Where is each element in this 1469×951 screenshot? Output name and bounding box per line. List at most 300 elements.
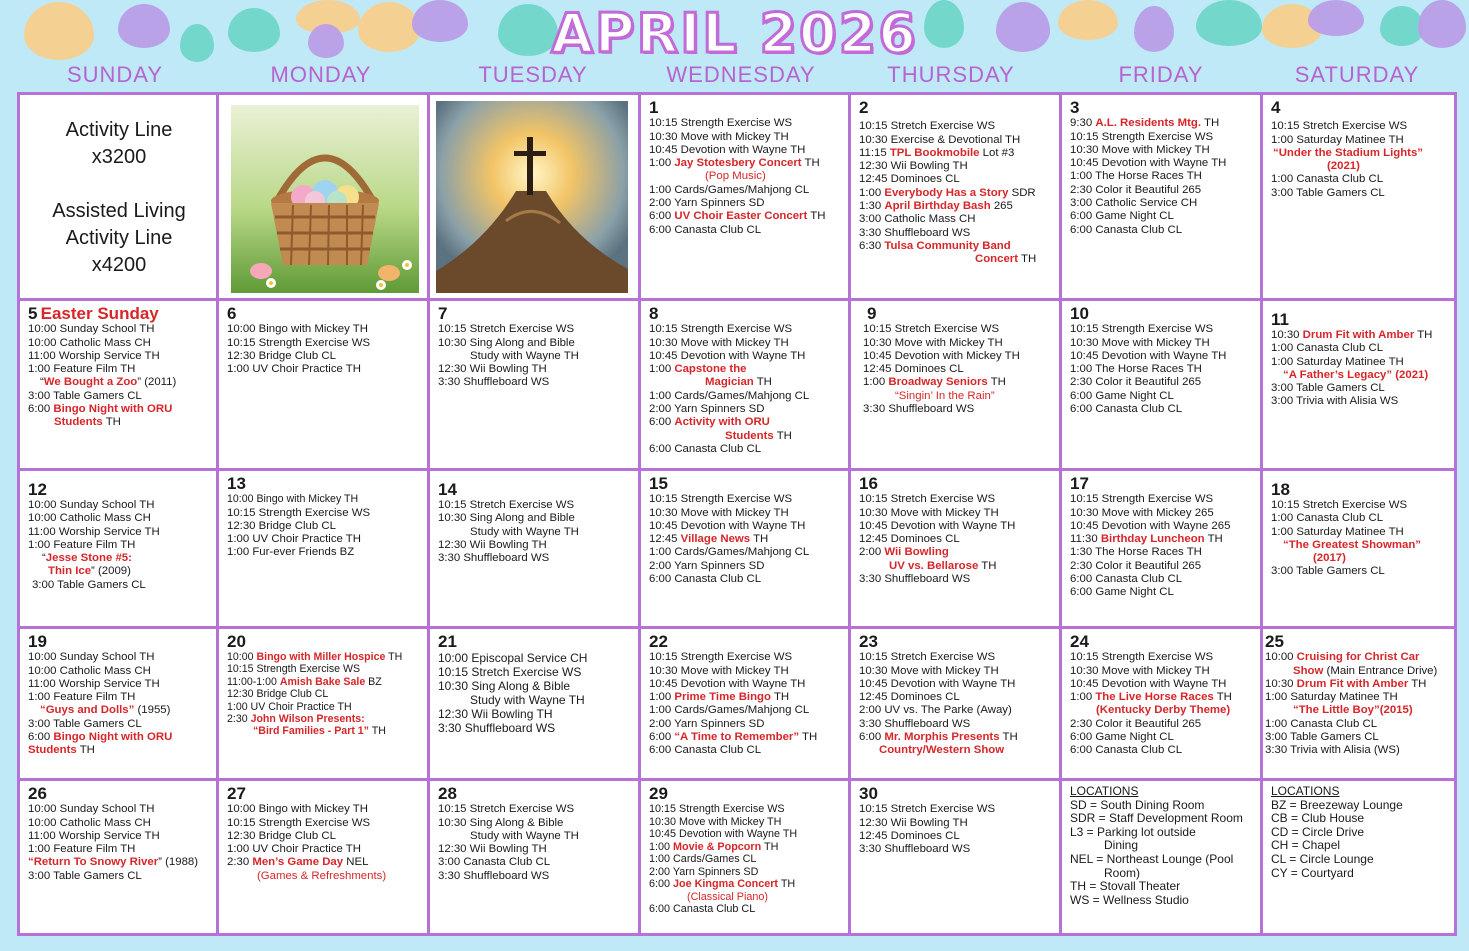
image-cell-basket: [219, 95, 430, 301]
calendar-grid: [17, 92, 1457, 936]
event-highlight: Show: [1293, 664, 1324, 677]
event-line: 10:15 Stretch Exercise WS: [1271, 499, 1408, 511]
event-line: 10:30 Move with Mickey TH: [1070, 336, 1210, 349]
event-highlight: Bingo Night with ORU: [53, 403, 173, 416]
event-line: 12:45 Dominoes CL: [859, 829, 960, 842]
event-line: 1:00 UV Choir Practice TH: [227, 700, 352, 713]
event-time: 10:30: [1265, 677, 1297, 690]
event-line: 10:45 Devotion with Wayne TH: [649, 143, 806, 156]
weekday-friday: FRIDAY: [1118, 62, 1204, 87]
day-cell-10: [1062, 301, 1263, 471]
event-location: SDR: [1008, 186, 1036, 199]
day-cell-7: [430, 301, 641, 471]
event-time: 6:00: [28, 731, 54, 744]
event-highlight: Wii Bowling: [884, 546, 949, 559]
event-line: 10:15 Stretch Exercise WS: [438, 803, 575, 816]
event-line: 6:00 Canasta Club CL: [1070, 573, 1183, 586]
event-highlight: Amish Bake Sale: [279, 675, 366, 688]
event-highlight: Village News: [680, 533, 751, 546]
event-highlight: A.L. Residents Mtg.: [1095, 117, 1202, 130]
event-line: 10:30 Move with Mickey TH: [1070, 664, 1210, 677]
day-number: 26: [28, 784, 47, 803]
event-line: 10:15 Strength Exercise WS: [227, 506, 371, 519]
event-line: 3:00 Canasta Club CL: [438, 856, 551, 869]
day-cell-30: [851, 781, 1062, 933]
day-cell-8: [641, 301, 851, 471]
day-cell-13: [219, 471, 430, 629]
event-highlight: Capstone the: [674, 363, 747, 376]
event-location: 265: [990, 200, 1013, 213]
info-line: Activity Line: [65, 119, 173, 141]
event-line: 12:30 Bridge Club CL: [227, 349, 336, 362]
event-line: 10:00 Sunday School TH: [28, 803, 155, 816]
event-line: [1070, 691, 1254, 704]
event-line: 10:30 Sing Along & Bible: [438, 679, 571, 693]
event-time: 1:00: [1070, 691, 1096, 704]
event-line: [28, 856, 210, 869]
day-number: 23: [859, 632, 878, 651]
legend-item: Room): [1104, 865, 1141, 880]
event-line: [28, 416, 210, 429]
event-line: 10:15 Stretch Exercise WS: [438, 323, 575, 336]
event-line: [649, 691, 842, 704]
event-line: 1:00 Saturday Matinee TH: [1271, 525, 1404, 538]
day-number: 30: [859, 784, 878, 803]
legend-item: CH = Chapel: [1271, 838, 1341, 853]
event-line: 10:15 Strength Exercise WS: [649, 803, 785, 815]
legend-item: WS = Wellness Studio: [1070, 892, 1189, 907]
locations-legend-1: [1062, 781, 1263, 933]
event-line: 10:00 Sunday School TH: [28, 499, 155, 511]
event-line: 1:00 Saturday Matinee TH: [1271, 133, 1404, 146]
day-number: 18: [1271, 480, 1290, 499]
event-highlight: Activity with ORU: [674, 416, 770, 429]
event-line: 10:30 Sing Along & Bible: [438, 816, 564, 829]
legend-item: CY = Courtyard: [1271, 865, 1354, 880]
event-location: NEL: [343, 856, 369, 869]
event-location: TH: [753, 376, 772, 389]
easter-basket-image: [231, 105, 419, 293]
event-highlight: Cruising for Christ Car: [1296, 651, 1420, 664]
event-line: 10:45 Devotion with Wayne TH: [1070, 349, 1227, 362]
event-line: [227, 676, 421, 688]
event-line: 6:00 Game Night CL: [1070, 389, 1174, 402]
day-number: 29: [649, 784, 668, 803]
event-line: 10:30 Move with Mickey TH: [649, 815, 782, 828]
event-line: [28, 565, 210, 578]
event-highlight: Mr. Morphis Presents: [884, 731, 1000, 744]
event-location: TH: [801, 157, 820, 170]
event-highlight: Joe Kingma Concert: [673, 878, 779, 890]
event-line: 1:00 Cards/Games CL: [649, 853, 757, 865]
event-time: 11:00-1:00: [227, 675, 280, 688]
event-line: 10:30 Move with Mickey TH: [859, 506, 999, 519]
event-line: 10:45 Devotion with Mickey TH: [863, 349, 1020, 362]
event-highlight: UV Choir Easter Concert: [674, 210, 808, 223]
event-line: [28, 376, 210, 389]
event-location: TH: [778, 878, 796, 890]
activity-line-info: [20, 95, 219, 301]
event-line: 12:30 Wii Bowling TH: [859, 160, 968, 173]
event-highlight: “The Greatest Showman”: [1283, 538, 1421, 551]
event-line: 10:15 Strength Exercise WS: [1070, 651, 1214, 664]
legend-item: L3 = Parking lot outside: [1070, 824, 1196, 839]
event-line: [1271, 329, 1448, 342]
day-cell-22: [641, 629, 851, 781]
day-header: [28, 305, 210, 323]
day-number: 16: [859, 474, 878, 493]
event-line: 6:00 Game Night CL: [1070, 210, 1174, 223]
event-line: 12:30 Bridge Club CL: [227, 688, 329, 701]
event-line: 6:00 Canasta Club CL: [1070, 403, 1183, 416]
event-location: TH: [773, 429, 792, 442]
event-line: 1:00 The Horse Races TH: [1070, 363, 1202, 376]
day-cell-28: [430, 781, 641, 933]
event-highlight: (2021): [1327, 160, 1360, 173]
event-highlight: “A Time to Remember”: [674, 731, 800, 744]
event-line: 10:45 Devotion with Wayne TH: [649, 519, 806, 532]
event-line: 12:30 Wii Bowling TH: [438, 843, 547, 856]
day-number: 6: [227, 304, 237, 323]
day-cell-18: [1263, 471, 1454, 629]
day-cell-20: [219, 629, 430, 781]
event-location: TH: [761, 840, 779, 853]
event-highlight: “The Little Boy”(2015): [1293, 704, 1413, 717]
event-line: [1070, 533, 1254, 546]
event-line: 1:30 The Horse Races TH: [1070, 546, 1202, 559]
event-year: ” (2009): [91, 565, 131, 578]
event-line: 10:15 Strength Exercise WS: [649, 493, 793, 506]
event-location: TH: [807, 210, 826, 223]
event-line: 2:30 Color it Beautiful 265: [1070, 559, 1202, 572]
event-line: 10:15 Strength Exercise WS: [227, 663, 361, 676]
event-line: [859, 147, 1053, 160]
event-location: TH: [799, 731, 818, 744]
event-time: 6:00: [649, 210, 675, 223]
event-highlight: “Under the Stadium Lights”: [1273, 146, 1423, 159]
event-line: 12:30 Wii Bowling TH: [438, 707, 553, 721]
day-cell-14: [430, 471, 641, 629]
event-note: (Pop Music): [705, 170, 766, 183]
event-location: TH: [1204, 533, 1223, 546]
day-number: 9: [867, 304, 877, 323]
day-number: 3: [1070, 98, 1080, 117]
event-quote: “: [42, 552, 46, 565]
event-line: 10:30 Move with Mickey TH: [1070, 143, 1210, 156]
event-line: 3:30 Shuffleboard WS: [438, 869, 550, 882]
event-line: 10:15 Stretch Exercise WS: [438, 499, 575, 511]
event-line: [1265, 651, 1448, 664]
event-line: 11:00 Worship Service TH: [28, 525, 160, 538]
event-line: 12:45 Dominoes CL: [859, 691, 960, 704]
day-number: 27: [227, 784, 246, 803]
event-time: 1:00: [863, 376, 889, 389]
day-cell-6: [219, 301, 430, 471]
event-line: 10:00 Bingo with Mickey TH: [227, 803, 368, 816]
image-cell-cross: [430, 95, 641, 301]
event-location: TH: [987, 376, 1006, 389]
event-line: 10:30 Sing Along and Bible: [438, 336, 575, 349]
event-line: 11:00 Worship Service TH: [28, 829, 160, 842]
event-line: 10:15 Stretch Exercise WS: [863, 323, 1000, 336]
event-line: 3:00 Table Gamers CL: [1271, 382, 1385, 395]
event-time: 1:30: [859, 200, 885, 213]
event-line: [859, 546, 1053, 559]
event-line: [1070, 117, 1254, 130]
event-line: [649, 878, 842, 891]
event-highlight: Everybody Has a Story: [884, 186, 1009, 199]
event-line: 10:30 Sing Along and Bible: [438, 512, 575, 525]
event-highlight: We Bought a Zoo: [43, 376, 138, 389]
event-line: 1:00 Feature Film TH: [28, 691, 136, 704]
event-line: 2:00 Yarn Spinners SD: [649, 403, 765, 416]
event-line: 2:30 Color it Beautiful 265: [1070, 717, 1202, 730]
event-line: 10:30 Move with Mickey TH: [649, 664, 789, 677]
event-line: 3:30 Shuffleboard WS: [438, 376, 550, 389]
day-cell-29: [641, 781, 851, 933]
weekday-monday: MONDAY: [270, 62, 372, 87]
event-line: 6:00 Canasta Club CL: [1070, 223, 1183, 236]
legend-title: LOCATIONS: [1271, 784, 1340, 798]
day-number: 28: [438, 784, 457, 803]
event-location: TH: [1201, 117, 1220, 130]
event-line: [649, 731, 842, 744]
weekday-wednesday: WEDNESDAY: [666, 62, 816, 87]
event-year: (1955): [134, 704, 171, 717]
event-line: 12:45 Dominoes CL: [863, 363, 964, 376]
event-line: 10:45 Devotion with Wayne TH: [1070, 157, 1227, 170]
event-time: 10:00: [1265, 651, 1297, 664]
event-line: 3:30 Trivia with Alisia (WS): [1265, 744, 1400, 757]
event-line: [227, 651, 421, 663]
event-line: 6:00 Canasta Club CL: [649, 903, 756, 915]
event-time: 6:00: [649, 878, 674, 890]
event-time: 9:30: [1070, 117, 1096, 130]
legend-item: BZ = Breezeway Lounge: [1271, 797, 1403, 812]
event-time: 6:00: [649, 731, 675, 744]
event-line: 6:00 Canasta Club CL: [649, 442, 762, 455]
event-highlight: Men’s Game Day: [252, 856, 344, 869]
weekday-saturday: SATURDAY: [1294, 62, 1420, 87]
event-line: 10:30 Move with Mickey TH: [649, 506, 789, 519]
event-highlight: The Live Horse Races: [1095, 691, 1214, 704]
day-cell-1: [641, 95, 851, 301]
day-number: 17: [1070, 474, 1089, 493]
day-cell-3: [1062, 95, 1263, 301]
event-line: 10:30 Move with Mickey TH: [863, 336, 1003, 349]
day-cell-16: [851, 471, 1062, 629]
event-line: 1:00 UV Choir Practice TH: [227, 363, 361, 376]
day-cell-5: [20, 301, 219, 471]
event-line: 10:30 Move with Mickey TH: [859, 664, 999, 677]
legend-item: CD = Circle Drive: [1271, 824, 1365, 839]
locations-legend-2: [1263, 781, 1454, 933]
day-cell-12: [20, 471, 219, 629]
event-line: 2:00 Yarn Spinners SD: [649, 559, 765, 572]
event-time: 1:00: [649, 840, 674, 853]
event-line: [859, 731, 1053, 744]
event-highlight: Broadway Seniors: [888, 376, 988, 389]
event-time: 11:15: [859, 146, 890, 159]
event-line: 10:15 Strength Exercise WS: [649, 651, 793, 664]
event-line: [649, 363, 842, 376]
event-line: [227, 856, 421, 869]
day-number: 25: [1265, 632, 1284, 651]
event-line: 3:30 Shuffleboard WS: [859, 573, 971, 586]
event-highlight: Concert: [975, 253, 1019, 266]
event-line: 1:00 Canasta Club CL: [1271, 512, 1384, 525]
event-line: 1:00 Cards/Games/Mahjong CL: [649, 546, 810, 559]
event-line: 10:15 Strength Exercise WS: [227, 336, 371, 349]
event-line: 10:30 Move with Mickey TH: [649, 130, 789, 143]
event-line: 11:00 Worship Service TH: [28, 677, 160, 690]
event-line: 2:00 Yarn Spinners SD: [649, 865, 759, 878]
event-time: 2:30: [227, 713, 251, 726]
day-cell-24: [1062, 629, 1263, 781]
event-line: 1:00 Saturday Matinee TH: [1271, 355, 1404, 368]
event-line: 10:30 Move with Mickey 265: [1070, 506, 1214, 519]
event-line: [649, 157, 842, 170]
event-highlight: Movie & Popcorn: [673, 840, 762, 853]
event-location: TH: [1213, 691, 1232, 704]
event-year: ” (1988): [158, 856, 199, 869]
event-line: 10:45 Devotion with Wayne TH: [859, 519, 1016, 532]
event-line: 2:00 UV vs. The Parke (Away): [859, 704, 1012, 717]
event-line: [859, 200, 1053, 213]
event-time: 11:30: [1070, 533, 1101, 546]
event-line: [28, 744, 210, 757]
event-line: Study with Wayne TH: [470, 829, 579, 842]
event-line: 2:30 Color it Beautiful 265: [1070, 183, 1202, 196]
event-time: 2:30: [227, 856, 253, 869]
event-line: 6:00 Game Night CL: [1070, 586, 1174, 599]
day-number: 4: [1271, 98, 1281, 117]
calendar-title: APRIL 2026: [551, 2, 918, 65]
event-line: Study with Wayne TH: [470, 693, 585, 707]
event-location: TH: [1408, 677, 1427, 690]
event-line: 3:30 Shuffleboard WS: [859, 717, 971, 730]
event-highlight: “Return To Snowy River: [28, 856, 159, 869]
event-highlight: Jesse Stone #5:: [45, 552, 132, 565]
day-number: 8: [649, 304, 659, 323]
event-highlight: Prime Time Bingo: [674, 691, 771, 704]
event-time: 6:00: [28, 403, 54, 416]
day-cell-9: [851, 301, 1062, 471]
weekday-header: [12, 62, 1457, 90]
event-line: Study with Wayne TH: [470, 349, 579, 362]
event-highlight: Students: [28, 744, 77, 757]
event-line: 1:00 Feature Film TH: [28, 843, 136, 856]
event-line: [859, 253, 1053, 266]
day-number: 1: [649, 98, 659, 117]
event-line: [227, 725, 421, 737]
event-line: 1:00 Cards/Games/Mahjong CL: [649, 389, 810, 402]
day-number: 21: [438, 632, 457, 651]
event-line: 1:00 The Horse Races TH: [1070, 170, 1202, 183]
event-time: 6:00: [859, 731, 885, 744]
event-line: 10:00 Sunday School TH: [28, 651, 155, 664]
day-number: 14: [438, 480, 457, 499]
event-line: [649, 416, 842, 429]
event-line: 10:15 Strength Exercise WS: [649, 117, 793, 130]
event-line: 3:00 Catholic Mass CH: [859, 213, 976, 226]
event-line: [649, 533, 842, 546]
event-note: “Singin’ In the Rain”: [895, 389, 995, 402]
day-number: 7: [438, 304, 448, 323]
event-line: 10:30 Exercise & Devotional TH: [859, 133, 1021, 146]
event-line: [649, 376, 842, 389]
event-line: 1:00 Cards/Games/Mahjong CL: [649, 704, 810, 717]
day-number: 20: [227, 632, 246, 651]
day-number: 15: [649, 474, 668, 493]
day-number: 12: [28, 480, 47, 499]
event-line: 10:45 Devotion with Wayne 265: [1070, 519, 1231, 532]
event-location: Lot #3: [979, 146, 1015, 159]
day-cell-15: [641, 471, 851, 629]
holiday-label: Easter Sunday: [40, 304, 159, 323]
event-line: 6:00 Game Night CL: [1070, 731, 1174, 744]
event-highlight: Magician: [705, 376, 754, 389]
legend-item: CL = Circle Lounge: [1271, 851, 1374, 866]
event-location: TH: [1414, 329, 1433, 341]
legend-item: Dining: [1104, 838, 1139, 853]
event-highlight: John Wilson Presents:: [250, 713, 365, 726]
info-line: x4200: [91, 254, 147, 276]
event-line: [28, 552, 210, 565]
event-highlight: Country/Western Show: [879, 744, 1005, 757]
event-year: ” (2011): [137, 376, 177, 389]
event-line: 6:00 Canasta Club CL: [1070, 744, 1183, 757]
event-highlight: “Bird Families - Part 1”: [253, 725, 369, 738]
event-line: 1:00 UV Choir Practice TH: [227, 843, 361, 856]
event-note: (Games & Refreshments): [257, 869, 387, 882]
legend-item: NEL = Northeast Lounge (Pool: [1070, 851, 1234, 866]
event-time: 1:00: [649, 691, 675, 704]
event-line: 10:45 Devotion with Wayne TH: [859, 677, 1016, 690]
event-time: 12:45: [649, 533, 681, 546]
event-line: 10:45 Devotion with Wayne TH: [649, 828, 798, 840]
event-line: 1:00 Canasta Club CL: [1271, 173, 1384, 186]
event-line: 3:30 Shuffleboard WS: [859, 843, 971, 856]
day-number: 11: [1271, 310, 1289, 329]
event-line: 1:00 Cards/Games/Mahjong CL: [649, 183, 810, 196]
event-line: 6:00 Canasta Club CL: [649, 223, 762, 236]
event-line: 10:00 Catholic Mass CH: [28, 664, 151, 677]
event-time: 6:30: [859, 239, 885, 252]
event-line: 3:30 Shuffleboard WS: [863, 403, 975, 416]
event-time: 6:00: [649, 416, 675, 429]
event-line: [28, 403, 210, 416]
event-line: [649, 210, 842, 223]
event-line: 3:00 Table Gamers CL: [1271, 565, 1385, 578]
event-line: 10:45 Devotion with Wayne TH: [649, 677, 806, 690]
event-line: 12:45 Dominoes CL: [859, 533, 960, 546]
event-line: 1:00 Fur-ever Friends BZ: [227, 546, 355, 559]
weekday-sunday: SUNDAY: [66, 62, 164, 87]
event-location: TH: [1018, 253, 1037, 266]
event-line: [859, 376, 1053, 389]
day-number: 5: [28, 304, 38, 323]
event-location: TH: [999, 731, 1018, 744]
event-line: 10:15 Stretch Exercise WS: [1271, 120, 1408, 133]
event-line: [649, 430, 842, 443]
event-highlight: Students: [54, 416, 103, 429]
event-time: 1:00: [649, 363, 675, 376]
event-location: TH: [76, 744, 95, 757]
event-line: 3:00 Table Gamers CL: [32, 578, 146, 591]
event-line: 12:30 Bridge Club CL: [227, 829, 336, 842]
event-line: 10:30 Move with Mickey TH: [649, 336, 789, 349]
